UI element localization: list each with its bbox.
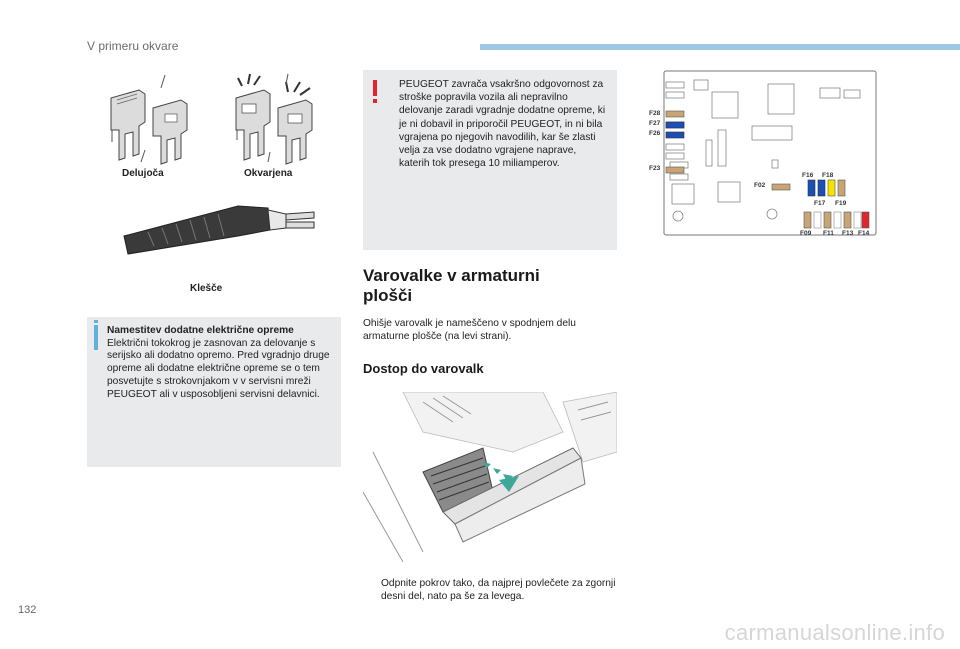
fuse-label-f09: F09: [800, 230, 812, 237]
section-intro: Ohišje varovalk je nameščeno v spodnjem delu armaturne plošče (na levi strani).: [363, 318, 576, 343]
section-title-line1: Varovalke v armaturni: [363, 266, 540, 285]
fuse-label-f16: F16: [802, 172, 814, 179]
fuse-f18: [828, 180, 835, 196]
fuse-label-f23: F23: [649, 165, 661, 172]
running-header: V primeru okvare: [87, 39, 179, 53]
fuse-label-f13: F13: [842, 230, 854, 237]
info-icon-dot: [94, 320, 98, 323]
header-accent-bar: [480, 44, 960, 50]
page-number: 132: [18, 604, 37, 616]
fuse-pliers-illustration: [118, 192, 318, 264]
pliers-caption: Klešče: [190, 283, 223, 294]
fuse-f02: [772, 184, 790, 190]
fuse-label-f27: F27: [649, 120, 661, 127]
fuse-f11: [824, 212, 831, 228]
fuse-label-f28: F28: [649, 110, 661, 117]
info-box-body: Električni tokokrog je zasnovan za delovanje s serijsko ali dodatno opremo. Pred vgradnjo druge opreme ali dodatne električne opreme se o tem posvetujte s strokovnjakom v v servisni mreži PEUGEOT ali v usposobljeni servisni delavnici.: [107, 337, 330, 400]
fuse-f27: [666, 122, 684, 128]
fuse-f28: [666, 111, 684, 117]
fuse-f17: [818, 180, 825, 196]
warning-box: [363, 70, 617, 250]
fuse-f16: [808, 180, 815, 196]
info-box-title: Namestitev dodatne električne opreme: [107, 325, 294, 336]
fuse-box-diagram: [648, 70, 880, 240]
section-title-line2: plošči: [363, 286, 413, 305]
watermark: carmanualsonline.info: [724, 620, 945, 645]
fuse-label-f02: F02: [754, 182, 766, 189]
fuse-label-f26: F26: [649, 130, 661, 137]
fuse-f14: [862, 212, 869, 228]
fuse-working-illustration: [103, 70, 203, 165]
fuse-f13: [844, 212, 851, 228]
step-text: Odpnite pokrov tako, da najprej povlečete za zgornji desni del, nato pa še za levega.: [381, 578, 616, 603]
fuse-label-f19: F19: [835, 200, 847, 207]
info-box: [87, 317, 341, 467]
fuse-f19: [838, 180, 845, 196]
fuse-label-f17: F17: [814, 200, 826, 207]
fuse-blown-caption: Okvarjena: [244, 168, 293, 179]
section-title: [363, 266, 540, 306]
fuse-label-f18: F18: [822, 172, 834, 179]
fuse-label-f11: F11: [823, 230, 834, 237]
fuse-working-caption: Delujoča: [122, 168, 164, 179]
fuse-f09: [804, 212, 811, 228]
subsection-title: Dostop do varovalk: [363, 361, 484, 376]
warning-icon: [370, 80, 380, 104]
warning-box-body: PEUGEOT zavrača vsakršno odgovornost za stroške popravila vozila ali nepravilno delovanje zaradi vgradnje dodatne opreme, ki je ni dobavil in priporočil PEUGEOT, in ni bila vgrajena po njegovih navodilih, kar še zlasti velja za vse dodatno vgrajene naprave, katerih tok presega 10 miliamperov.: [399, 79, 606, 170]
fuse-f23: [666, 167, 684, 173]
fuse-f26: [666, 132, 684, 138]
glovebox-access-illustration: [363, 392, 617, 562]
fuse-blown-illustration: [228, 70, 328, 165]
step-instruction: [363, 577, 618, 604]
fuse-label-f14: F14: [858, 230, 870, 237]
info-icon: [94, 325, 98, 350]
